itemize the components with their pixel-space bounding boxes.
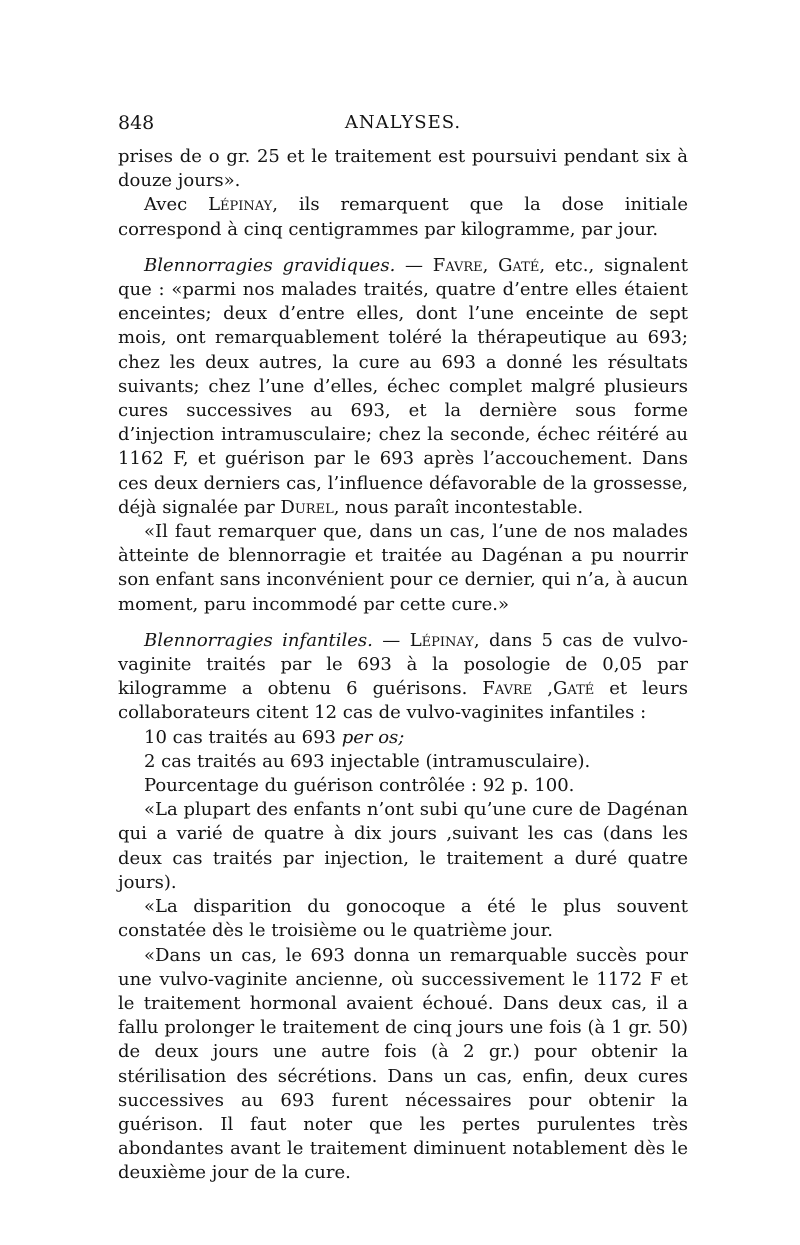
paragraph-quote-gonocoque: «La disparition du gonocoque a été le plus souvent constatée dès le troisième ou le quatrième jour. (118, 896, 688, 942)
author-name: Favre (432, 254, 483, 276)
author-name: Lépinay (208, 194, 273, 216)
author-name: Durel (280, 496, 334, 518)
author-name: Lépinay (409, 629, 474, 651)
author-name: Favre (482, 678, 533, 700)
page-header (118, 112, 688, 142)
section-heading: Blennorragies infantiles. (144, 629, 373, 651)
list-item: 10 cas traités au 693 per os; (144, 726, 405, 748)
section-heading: Blennorragies gravidiques. (144, 254, 396, 276)
paragraph-quote-results: «Dans un cas, le 693 donna un remarquable succès pour une vulvo-vaginite ancienne, où successivement le 1172 F et le traitement hormonal avaient échoué. Dans deux cas, il a fallu prolonger le traitement de cinq jours une fois (à 1 gr. 50) de deux jours une autre fois (à 2 gr.) pour obtenir la stérilisation des sécrétions. Dans un cas, enfin, deux cures successives au 693 furent nécessaires pour obtenir la guérison. Il faut noter que les pertes purulentes très abondantes avant le traitement diminuent notablement dès le deuxième jour de la cure. (118, 944, 688, 1184)
paragraph-quote-cure-duration: «La plupart des enfants n’ont subi qu’une cure de Dagénan qui a varié de quatre à dix jours ,suivant les cas (dans les deux cas traités par injection, le traitement a duré quatre jours). (118, 799, 688, 893)
running-head: ANALYSES. (344, 112, 462, 133)
paragraph-continuation: prises de o gr. 25 et le traitement est poursuivi pendant six à douze jours». (118, 146, 688, 192)
paragraph-lepinay-dose: Avec Lépinay, ils remarquent que la dose initiale correspond à cinq centigrammes par kilogramme, par jour. (118, 194, 688, 240)
paragraph-quote-nursing: «Il faut remarquer que, dans un cas, l’une de nos malades àtteinte de blennorragie et traitée au Dagénan a pu nourrir son enfant sans inconvénient pour ce dernier, qui n’a, à aucun moment, paru incommodé par cette cure.» (118, 521, 688, 615)
author-name: Gaté (553, 678, 595, 700)
body-text (118, 145, 688, 1186)
list-item: Pourcentage du guérison contrôlée : 92 p. 100. (144, 775, 575, 797)
section-blennorragies-infantiles: Blennorragies infantiles. — Lépinay, dans 5 cas de vulvo-vaginite traités par le 693 à la posologie de 0,05 par kilogramme a obtenu 6 guérisons. Favre ,Gaté et leurs collaborateurs citent 12 cas de vulvo-vaginites infantiles : (118, 629, 688, 724)
page-number: 848 (118, 112, 155, 134)
list-item: 2 cas traités au 693 injectable (intramusculaire). (144, 750, 591, 772)
section-blennorragies-gravidiques: Blennorragies gravidiques. — Favre, Gaté, etc., signalent que : «parmi nos malades traités, quatre d’entre elles étaient enceintes; deux d’entre elles, dont l’une enceinte de sept mois, ont remarquablement toléré la thérapeutique au 693; chez les deux autres, la cure au 693 a donné les résultats suivants; chez l’une d’elles, échec complet malgré plusieurs cures successives au 693, et la dernière sous forme d’injection intramusculaire; chez la seconde, échec réitéré au 1162 F, et guérison par le 693 après l’accouchement. Dans ces deux derniers cas, l’influence défavorable de la grossesse, déjà signalée par Durel, nous paraît incontestable. (118, 254, 689, 518)
author-name: Gaté (498, 254, 540, 276)
